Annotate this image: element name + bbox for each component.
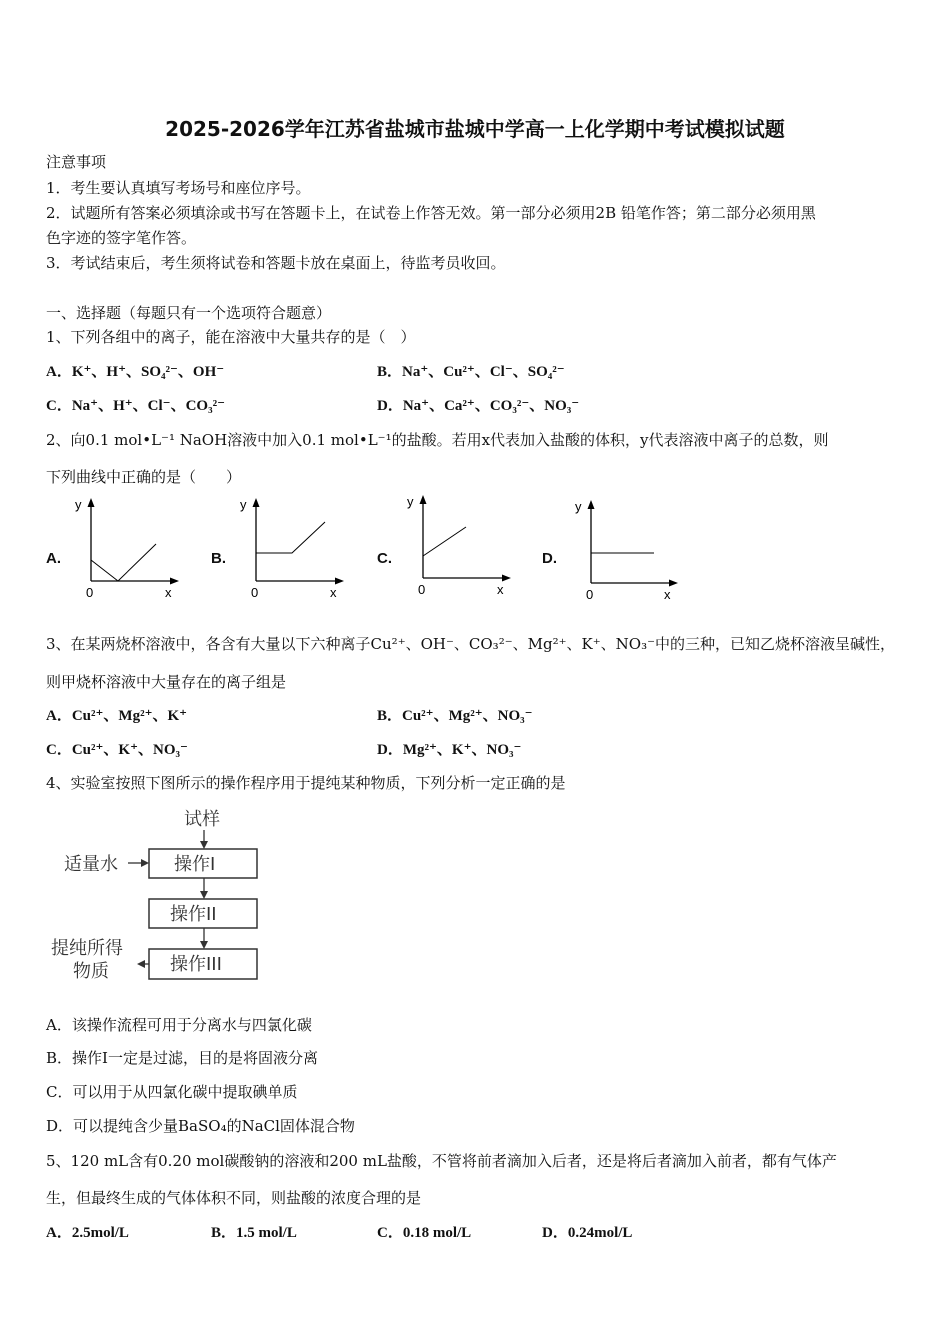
q3-option-a[interactable]: A．Cu²⁺、Mg²⁺、K⁺	[46, 708, 188, 724]
flow-product-label-cont: 物质	[73, 961, 109, 982]
y-axis-label: y	[75, 497, 82, 512]
q1-option-a[interactable]: A．K⁺、H⁺、SO₄²⁻、OH⁻	[46, 364, 225, 380]
q1-option-d[interactable]: D．Na⁺、Ca²⁺、CO₃²⁻、NO₃⁻	[377, 398, 580, 414]
q5-option-b[interactable]: B．1.5 mol/L	[211, 1225, 297, 1241]
origin-label: 0	[251, 585, 259, 600]
y-axis-label: y	[407, 494, 414, 509]
q2-graph-c	[402, 490, 522, 600]
y-axis-label: y	[240, 497, 247, 512]
q3-option-d[interactable]: D．Mg²⁺、K⁺、NO₃⁻	[377, 742, 522, 758]
q1-option-b[interactable]: B．Na⁺、Cu²⁺、Cl⁻、SO₄²⁻	[377, 364, 565, 380]
q2-graph-a	[70, 493, 190, 603]
question-2-stem: 2、向0.1 mol•L⁻¹ NaOH溶液中加入0.1 mol•L⁻¹的盐酸。若用x代表加入盐酸的体积，y代表溶液中离子的总数，则	[46, 431, 829, 449]
q2-option-c[interactable]: C.	[377, 550, 392, 567]
notice-item: 1．考生要认真填写考场号和座位序号。	[46, 179, 311, 197]
q5-option-a[interactable]: A．2.5mol/L	[46, 1225, 129, 1241]
flow-op3-label: 操作III	[170, 954, 222, 975]
q4-option-b[interactable]: B．操作I一定是过滤，目的是将固液分离	[46, 1049, 318, 1067]
q3-option-c[interactable]: C．Cu²⁺、K⁺、NO₃⁻	[46, 742, 188, 758]
q2-option-b[interactable]: B.	[211, 550, 226, 567]
x-axis-label: x	[497, 582, 504, 597]
q2-option-a[interactable]: A.	[46, 550, 61, 567]
origin-label: 0	[86, 585, 94, 600]
q3-option-b[interactable]: B．Cu²⁺、Mg²⁺、NO₃⁻	[377, 708, 533, 724]
notice-item: 2．试题所有答案必须填涂或书写在答题卡上，在试卷上作答无效。第一部分必须用2B 铅笔作答；第二部分必须用黑	[46, 204, 816, 222]
notice-item: 色字迹的签字笔作答。	[46, 229, 197, 247]
q2-graph-d	[568, 495, 688, 605]
q2-graph-b	[234, 493, 354, 603]
question-5-stem-cont: 生，但最终生成的气体体积不同，则盐酸的浓度合理的是	[46, 1189, 422, 1207]
page-title: 2025-2026学年江苏省盐城市盐城中学高一上化学期中考试模拟试题	[165, 117, 785, 141]
x-axis-label: x	[165, 585, 172, 600]
origin-label: 0	[418, 582, 426, 597]
origin-label: 0	[586, 587, 594, 602]
flow-water-label: 适量水	[64, 854, 118, 875]
x-axis-label: x	[664, 587, 671, 602]
q1-option-c[interactable]: C．Na⁺、H⁺、Cl⁻、CO₃²⁻	[46, 398, 225, 414]
question-3-stem: 3、在某两烧杯溶液中，各含有大量以下六种离子Cu²⁺、OH⁻、CO₃²⁻、Mg²⁺、K⁺、NO₃⁻中的三种，已知乙烧杯溶液呈碱性，	[46, 635, 895, 653]
question-2-stem-cont: 下列曲线中正确的是（ ）	[46, 468, 242, 486]
question-3-stem-cont: 则甲烧杯溶液中大量存在的离子组是	[46, 673, 287, 691]
notice-heading: 注意事项	[46, 153, 107, 171]
y-axis-label: y	[575, 499, 582, 514]
q4-option-c[interactable]: C．可以用于从四氯化碳中提取碘单质	[46, 1083, 298, 1101]
q2-option-d[interactable]: D.	[542, 550, 557, 567]
question-1-stem: 1、下列各组中的离子，能在溶液中大量共存的是（ ）	[46, 328, 416, 346]
q4-option-a[interactable]: A．该操作流程可用于分离水与四氯化碳	[46, 1016, 312, 1034]
flow-op2-label: 操作II	[170, 904, 217, 925]
flow-sample-label: 试样	[184, 809, 220, 830]
q4-option-d[interactable]: D．可以提纯含少量BaSO₄的NaCl固体混合物	[46, 1117, 355, 1135]
section-heading: 一、选择题（每题只有一个选项符合题意）	[46, 304, 332, 322]
flow-product-label: 提纯所得	[51, 938, 123, 959]
notice-item: 3．考试结束后，考生须将试卷和答题卡放在桌面上，待监考员收回。	[46, 254, 506, 272]
q4-flowchart	[46, 802, 276, 987]
q5-option-c[interactable]: C．0.18 mol/L	[377, 1225, 472, 1241]
flow-op1-label: 操作I	[174, 854, 216, 875]
x-axis-label: x	[330, 585, 337, 600]
question-4-stem: 4、实验室按照下图所示的操作程序用于提纯某种物质，下列分析一定正确的是	[46, 774, 566, 792]
q5-option-d[interactable]: D．0.24mol/L	[542, 1225, 633, 1241]
question-5-stem: 5、120 mL含有0.20 mol碳酸钠的溶液和200 mL盐酸，不管将前者滴加入后者，还是将后者滴加入前者，都有气体产	[46, 1152, 837, 1170]
